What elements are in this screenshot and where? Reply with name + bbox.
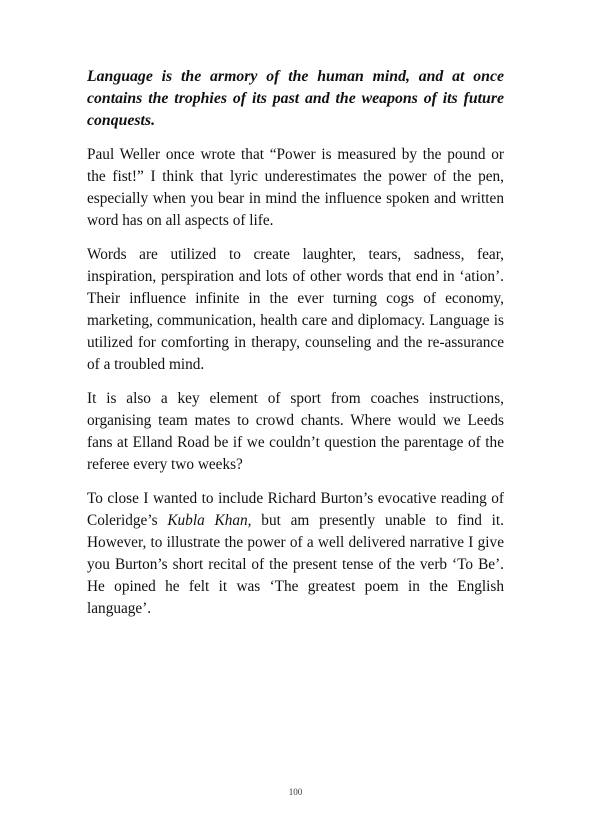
body-text: [87, 66, 504, 632]
poem-title: Kubla Khan,: [167, 512, 252, 529]
paragraph-4-after: but am presently unable to find it. However, to illustrate the power of a well delivered narrative I give you Burton’s short recital of the present tense of the verb ‘To Be’. He opined he felt it was ‘The greatest poem in the English language’.: [87, 512, 504, 617]
paragraph-2: Words are utilized to create laughter, tears, sadness, fear, inspiration, perspiration and lots of other words that end in ‘ation’. Their influence infinite in the ever turning cogs of economy, marketing, communication, health care and diplomacy. Language is utilized for comforting in therapy, counseling and the re-assurance of a troubled mind.: [87, 246, 504, 373]
paragraph-4-before: To close I wanted to include Richard Burton’s evocative reading of Coleridge’s: [87, 490, 504, 529]
paragraph-4: [87, 488, 504, 620]
paragraph-1: Paul Weller once wrote that “Power is measured by the pound or the fist!” I think that lyric underestimates the power of the pen, especially when you bear in mind the influence spoken and written word has on all aspects of life.: [87, 146, 504, 229]
paragraph-3: It is also a key element of sport from coaches instructions, organising team mates to crowd chants. Where would we Leeds fans at Elland Road be if we couldn’t question the parentage of the referee every two weeks?: [87, 390, 504, 473]
page-number: 100: [288, 787, 303, 797]
epigraph-quote: Language is the armory of the human mind, and at once contains the trophies of its past and the weapons of its future conquests.: [87, 68, 504, 129]
